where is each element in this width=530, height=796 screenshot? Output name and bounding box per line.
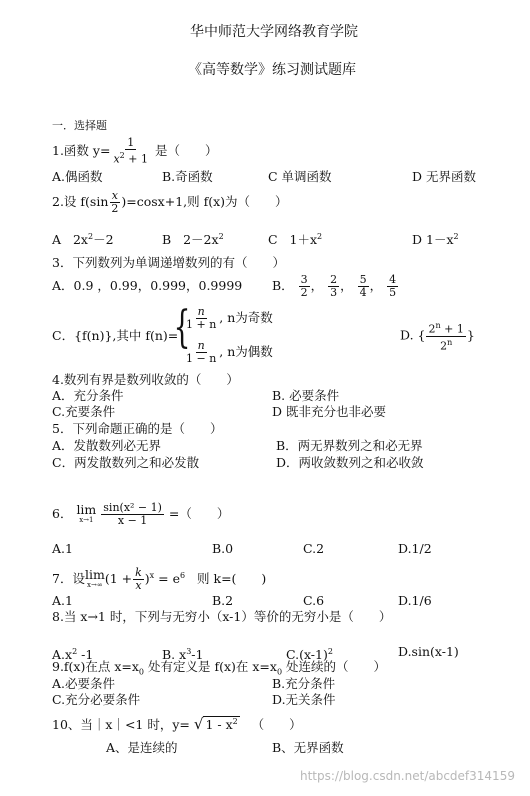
q4-option-d: D 既非充分也非必要 [272, 404, 386, 419]
q1-option-a: A.偶函数 [52, 169, 103, 184]
question-6-stem: 6． lim x→1 $\frac{\text{sin(x² − 1)}}{x - 1}$ =（ ） [52, 501, 230, 527]
q7-option-a: A.1 [52, 593, 73, 608]
q4-option-c: C.充要条件 [52, 404, 116, 419]
institution-title: 华中师范大学网络教育学院 [190, 24, 358, 40]
q4-option-a: A．充分条件 [52, 388, 124, 403]
q3-case-odd: $\frac{n}{1 + n}$ , n为奇数 [186, 305, 273, 331]
q2-option-a: A $2x^2-2$ [52, 232, 114, 248]
q10-option-b: B、无界函数 [272, 740, 344, 755]
q3-option-c-label: C．{f(n)},其中 f(n)= [52, 328, 179, 343]
q2-option-c: C $1+x^2$ [268, 232, 323, 248]
q6-option-d: D.1/2 [398, 541, 432, 556]
q9-option-a: A.必要条件 [52, 676, 116, 691]
q8-option-b: B. $x^3-1$ [162, 647, 204, 663]
q6-option-c: C.2 [303, 541, 325, 556]
q7-option-b: B.2 [212, 593, 234, 608]
question-9-stem: 9.f(x)在点 $x=x_0$ 处有定义是 f(x)在 $x=x_0$ 处连续的（ ） [52, 659, 387, 677]
q3-option-b: B． $\frac{3}{2}$ ， $\frac{2}{3}$ ， $\frac{5}{4}$ ， $\frac{4}{5}$ [272, 273, 397, 299]
question-5-stem: 5．下列命题正确的是（ ） [52, 421, 223, 436]
q1-option-b: B.奇函数 [162, 169, 213, 184]
q2-option-d: D $1-x^2$ [412, 232, 459, 248]
q1-option-d: D 无界函数 [412, 169, 476, 184]
q9-option-c: C.充分必要条件 [52, 692, 141, 707]
q8-option-c: $C.(x-1)^2$ [286, 647, 333, 663]
document-subtitle: 《高等数学》练习测试题库 [188, 62, 356, 78]
question-8-stem: 8.当 x→1 时，下列与无穷小（x-1）等价的无穷小是（ ） [52, 609, 392, 624]
q7-option-c: C.6 [303, 593, 325, 608]
q5-option-b: B．两无界数列之和必无界 [276, 438, 423, 453]
question-4-stem: 4.数列有界是数列收敛的（ ） [52, 372, 239, 387]
question-10-stem: 10、当｜x｜<1 时，y= √ $1 - x^2$ （ ） [52, 715, 302, 734]
question-2-stem: 2.设 f(sin $\frac{x}{2}$ )=cosx+1,则 f(x)为（ ） [52, 189, 288, 215]
q5-option-a: A．发散数列必无界 [52, 438, 162, 453]
question-7-stem: 7．设 lim x→∞ (1 + $\frac{k}{x}$ )$^x = e^6$ 则 k=( ) [52, 566, 267, 593]
q8-option-a: $A.x^2$ -1 [52, 647, 94, 663]
q6-option-a: A.1 [52, 541, 73, 556]
piecewise-brace: { [173, 302, 191, 353]
q1-option-c: C 单调函数 [268, 169, 332, 184]
question-1-stem: 1.函数 y= $\frac{1}{x^2 + 1}$ 是（ ） [52, 136, 218, 166]
q1-fraction: $\frac{1}{x^2 + 1}$ [113, 136, 148, 166]
watermark-url: https://blog.csdn.net/abcdef314159 [300, 769, 515, 783]
question-3-stem: 3．下列数列为单调递增数列的有（ ） [52, 255, 285, 270]
section-heading: 一．选择题 [52, 119, 107, 132]
q3-case-even: $\frac{n}{1 - n}$ , n为偶数 [186, 339, 273, 365]
q9-option-d: D.无关条件 [272, 692, 336, 707]
q2-option-b: B $2-2x^2$ [162, 232, 224, 248]
q10-option-a: A、是连续的 [106, 740, 178, 755]
q9-option-b: B.充分条件 [272, 676, 336, 691]
q6-option-b: B.0 [212, 541, 234, 556]
q5-option-d: D．两收敛数列之和必收敛 [276, 455, 424, 470]
q7-option-d: D.1/6 [398, 593, 432, 608]
q4-option-b: B. 必要条件 [272, 388, 340, 403]
q8-option-d: D.sin(x-1) [398, 644, 459, 659]
q3-option-a: A．0.9 ，0.99，0.999，0.9999 [52, 278, 243, 293]
q3-option-d: D. { $\frac{2^n + 1}{2^n}$ } [400, 321, 475, 353]
q5-option-c: C．两发散数列之和必发散 [52, 455, 200, 470]
